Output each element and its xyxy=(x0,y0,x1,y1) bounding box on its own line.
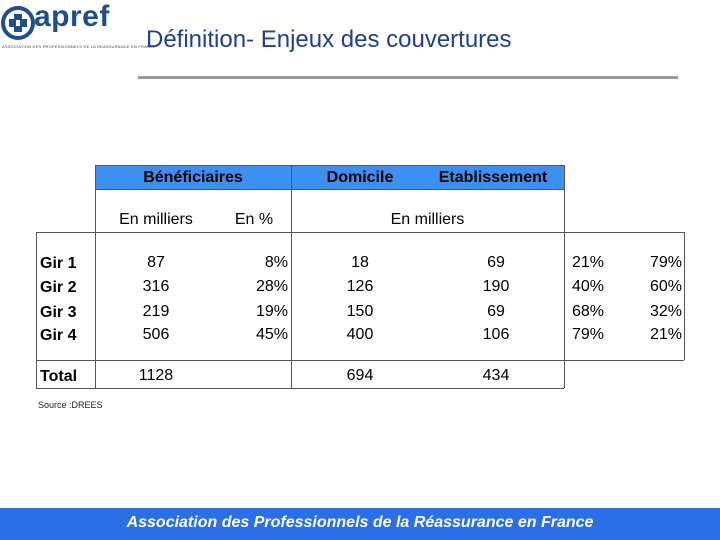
logo-subtitle: ASSOCIATION DES PROFESSIONNELS DE LA REASSURANCE EN FRANCE xyxy=(2,44,157,49)
row-domicile: 126 xyxy=(346,278,374,295)
row-etab-pct: 60% xyxy=(649,278,682,295)
row-pct: 28% xyxy=(255,278,288,295)
footer-text: Association des Professionnels de la Réassurance en France xyxy=(126,514,594,531)
logo-mark-icon xyxy=(2,4,36,42)
vline xyxy=(684,232,685,360)
row-pct: 45% xyxy=(255,326,288,343)
row-etab: 69 xyxy=(487,254,505,271)
row-dom-pct: 68% xyxy=(572,303,605,320)
row-label: Gir 2 xyxy=(40,279,77,296)
title-rule xyxy=(138,76,678,79)
vline xyxy=(291,165,292,388)
row-pct: 8% xyxy=(264,254,288,271)
source-note: Source :DREES xyxy=(38,400,103,410)
vline xyxy=(36,232,37,388)
header-etablissement: Etablissement xyxy=(438,169,548,186)
hline xyxy=(36,360,684,361)
page-title: Définition- Enjeux des couvertures xyxy=(146,26,512,53)
row-pct: 19% xyxy=(255,303,288,320)
total-domicile: 694 xyxy=(346,367,374,384)
row-thousands: 87 xyxy=(147,254,165,271)
row-thousands: 219 xyxy=(142,303,170,320)
row-domicile: 400 xyxy=(346,326,374,343)
row-label: Gir 1 xyxy=(40,255,77,272)
total-etab: 434 xyxy=(482,367,510,384)
hline xyxy=(95,189,564,190)
row-dom-pct: 79% xyxy=(572,326,605,343)
row-dom-pct: 21% xyxy=(572,254,605,271)
total-label: Total xyxy=(40,368,78,385)
row-dom-pct: 40% xyxy=(572,278,605,295)
subheader-milliers-2: En milliers xyxy=(390,211,465,228)
row-etab: 106 xyxy=(482,326,510,343)
row-etab: 190 xyxy=(482,278,510,295)
header-domicile: Domicile xyxy=(326,169,394,186)
header-beneficiaires: Bénéficiaires xyxy=(143,169,243,186)
vline xyxy=(564,165,565,388)
row-etab-pct: 32% xyxy=(649,303,682,320)
row-domicile: 150 xyxy=(346,303,374,320)
row-etab-pct: 79% xyxy=(649,254,682,271)
row-etab: 69 xyxy=(487,303,505,320)
footer-bar xyxy=(0,508,720,540)
apref-logo xyxy=(2,0,157,50)
hline xyxy=(36,388,564,389)
subheader-pct: En % xyxy=(234,211,274,228)
row-label: Gir 3 xyxy=(40,304,77,321)
row-thousands: 316 xyxy=(142,278,170,295)
row-etab-pct: 21% xyxy=(649,326,682,343)
vline xyxy=(95,165,96,388)
hline xyxy=(36,232,684,233)
row-thousands: 506 xyxy=(142,326,170,343)
row-label: Gir 4 xyxy=(40,327,77,344)
hline xyxy=(95,165,564,166)
row-domicile: 18 xyxy=(351,254,369,271)
total-thousands: 1128 xyxy=(138,367,174,384)
subheader-milliers: En milliers xyxy=(119,211,193,228)
logo-word: apref xyxy=(34,0,110,33)
